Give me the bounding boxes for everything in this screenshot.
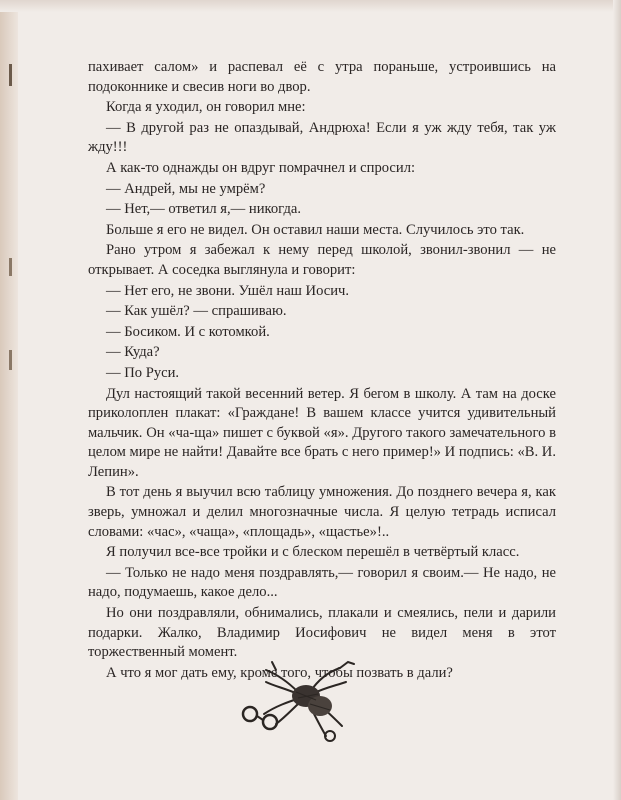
paragraph: Я получил все-все тройки и с блеском перешёл в четвёртый класс. (106, 544, 520, 561)
binding-mark (9, 258, 12, 276)
paragraph: пахивает салом» и распевал её с утра пораньше, устроившись на подоконнике и свесив ноги во двор. (88, 59, 556, 95)
paragraph: — По Руси. (106, 364, 180, 381)
paragraph: Но они поздравляли, обнимались, плакали и смеялись, пели и дарили подарки. Жалко, Владимир Иосифович не видел меня в этот торжественный момент. (88, 605, 556, 661)
paragraph: Когда я уходил, он говорил мне: (106, 99, 306, 116)
paragraph: А как-то однажды он вдруг помрачнел и спросил: (106, 159, 416, 176)
paragraph: — Как ушёл? — спрашиваю. (106, 303, 287, 320)
paragraph: — Нет его, не звони. Ушёл наш Иосич. (106, 282, 350, 299)
binding-mark (9, 350, 12, 370)
page-top-edge (0, 0, 621, 12)
paragraph: Больше я его не видел. Он оставил наши места. Случилось это так. (106, 221, 525, 238)
page-left-edge (0, 0, 18, 800)
paragraph: А что я мог дать ему, кроме того, чтобы позвать в дали? (106, 664, 453, 681)
paragraph: Дул настоящий такой весенний ветер. Я бегом в школу. А там на доске приколоплен плакат: «Граждане! В вашем классе учится удивительный мальчик. Он «ча-ща» пишет с буквой «я». Другого такого замечательного в целом мире не найти! Давайте все брать с него пример!» И подпись: «В. И. Лепин». (88, 385, 556, 480)
paragraph: В тот день я выучил всю таблицу умножения. До позднего вечера я, как зверь, умножал и делил многозначные числа. Я целую тетрадь исписал словами: «час», «чаща», «площадь», «щастье»!.. (88, 484, 556, 540)
binding-mark (9, 64, 12, 86)
paragraph: — В другой раз не опаздывай, Андрюха! Если я уж жду тебя, так уж жду!!! (88, 119, 556, 156)
paragraph: — Только не надо меня поздравлять,— говорил я своим.— Не надо, не надо, подумаешь, какое дело... (88, 564, 556, 601)
spider-illustration (236, 652, 366, 744)
paragraph: — Нет,— ответил я,— никогда. (106, 201, 301, 218)
paragraph: — Андрей, мы не умрём? (106, 180, 266, 197)
paragraph: — Босиком. И с котомкой. (106, 323, 270, 340)
paragraph: Рано утром я забежал к нему перед школой, звонил-звонил — не открывает. А соседка выглянула и говорит: (88, 242, 556, 278)
paragraph: — Куда? (106, 344, 160, 361)
page-text (88, 58, 556, 683)
page-right-edge (613, 0, 621, 800)
